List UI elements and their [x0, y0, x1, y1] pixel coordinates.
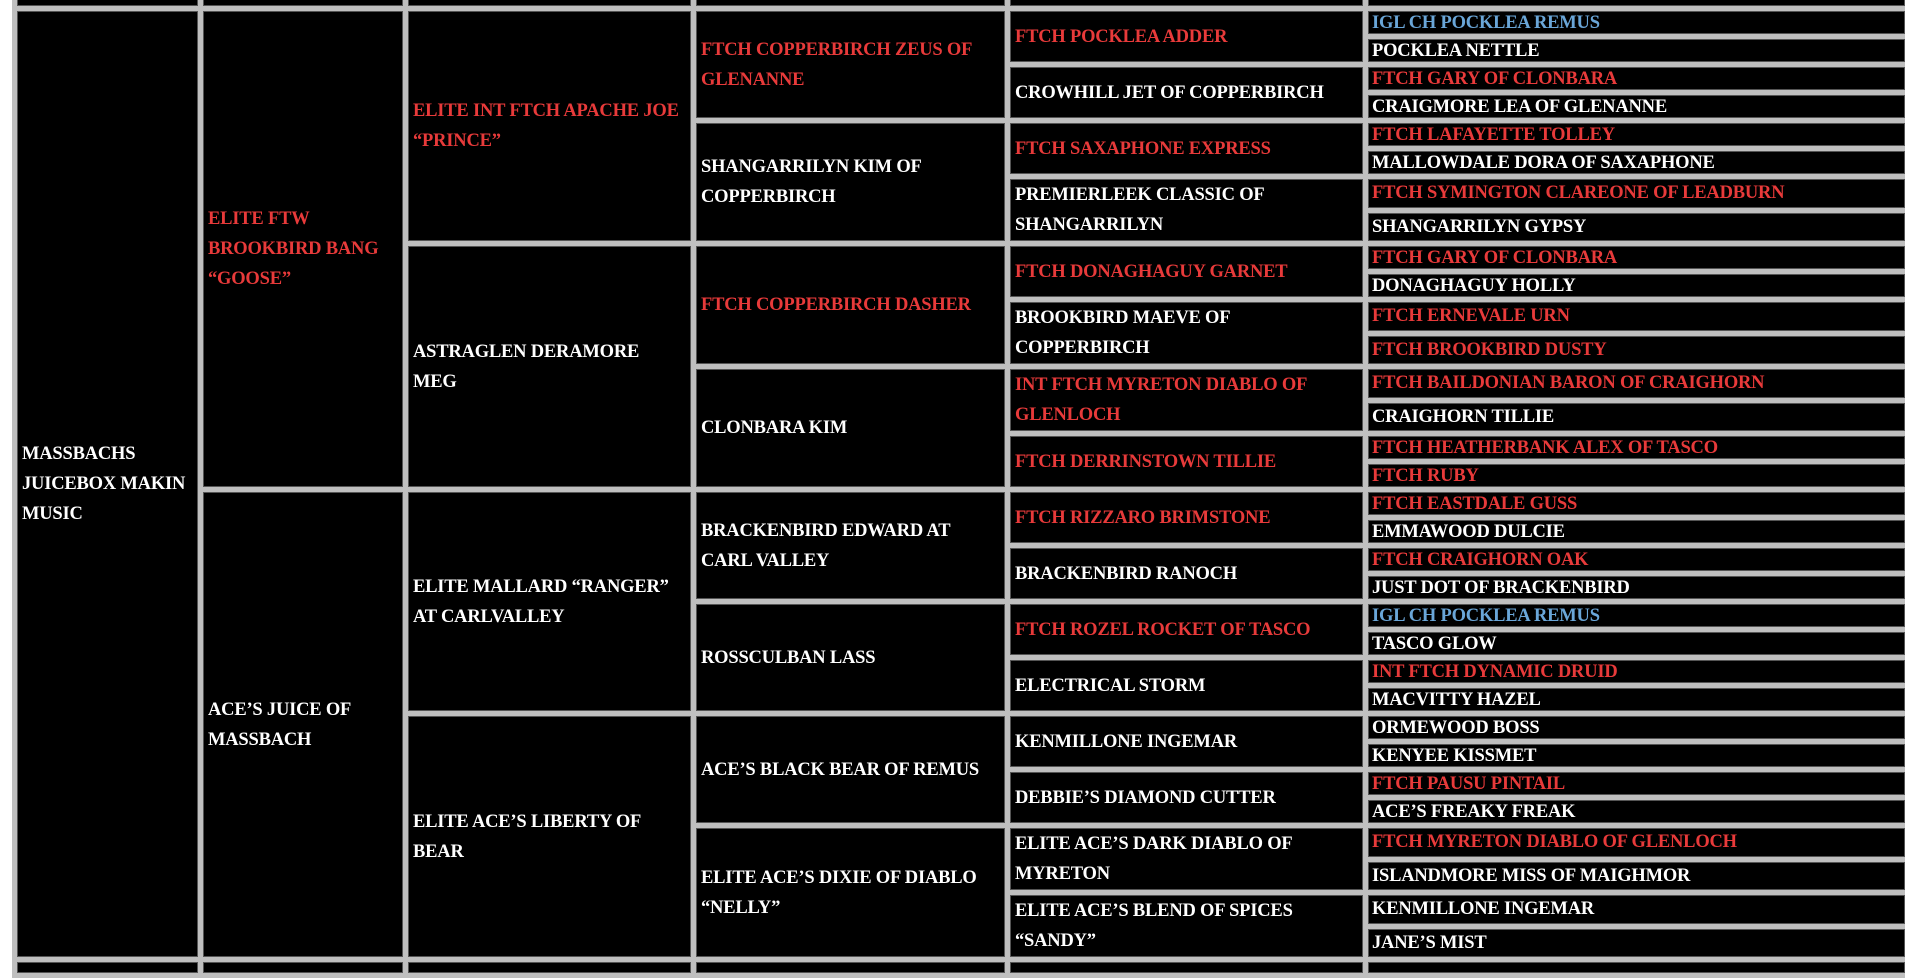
pedigree-row [17, 11, 1905, 34]
gen6-ancestor-name: IGL CH POCKLEA REMUS [1368, 604, 1905, 627]
gen2-ancestor-name: ELITE FTW BROOKBIRD BANG “GOOSE” [203, 11, 403, 487]
gen6-ancestor-name: FTCH MYRETON DIABLO OF GLENLOCH [1368, 828, 1905, 857]
gen6-ancestor-name: FTCH SYMINGTON CLAREONE OF LEADBURN [1368, 179, 1905, 208]
pedigree-table-container [12, 0, 1905, 978]
gen4-ancestor-name: ELITE ACE’S DIXIE OF DIABLO “NELLY” [696, 828, 1005, 957]
gen4-ancestor-name: SHANGARRILYN KIM OF COPPERBIRCH [696, 123, 1005, 241]
gen5-ancestor-name: PREMIERLEEK CLASSIC OF SHANGARRILYN [1010, 179, 1363, 241]
gen5-ancestor-name: ELECTRICAL STORM [1010, 660, 1363, 711]
gen6-ancestor-name: FTCH BROOKBIRD DUSTY [1368, 336, 1905, 365]
empty-cell [696, 962, 1005, 973]
partial-row-top [17, 0, 1905, 6]
gen5-ancestor-name: CROWHILL JET OF COPPERBIRCH [1010, 67, 1363, 118]
empty-cell [408, 0, 691, 6]
gen5-ancestor-name: FTCH DONAGHAGUY GARNET [1010, 246, 1363, 297]
subject-dog-name: MASSBACHS JUICEBOX MAKIN MUSIC [17, 11, 198, 957]
empty-cell [408, 962, 691, 973]
empty-cell [17, 0, 198, 6]
gen5-ancestor-name: INT FTCH MYRETON DIABLO OF GLENLOCH [1010, 369, 1363, 431]
gen5-ancestor-name: FTCH DERRINSTOWN TILLIE [1010, 436, 1363, 487]
gen6-ancestor-name: CRAIGMORE LEA OF GLENANNE [1368, 95, 1905, 118]
gen6-ancestor-name: FTCH CRAIGHORN OAK [1368, 548, 1905, 571]
gen5-ancestor-name: FTCH SAXAPHONE EXPRESS [1010, 123, 1363, 174]
gen3-ancestor-name: ELITE MALLARD “RANGER” AT CARLVALLEY [408, 492, 691, 711]
empty-cell [203, 0, 403, 6]
gen4-ancestor-name: BRACKENBIRD EDWARD AT CARL VALLEY [696, 492, 1005, 599]
empty-cell [1010, 962, 1363, 973]
gen6-ancestor-name: FTCH GARY OF CLONBARA [1368, 246, 1905, 269]
gen6-ancestor-name: JUST DOT OF BRACKENBIRD [1368, 576, 1905, 599]
empty-cell [1010, 0, 1363, 6]
gen6-ancestor-name: IGL CH POCKLEA REMUS [1368, 11, 1905, 34]
gen6-ancestor-name: MALLOWDALE DORA OF SAXAPHONE [1368, 151, 1905, 174]
gen5-ancestor-name: BROOKBIRD MAEVE OF COPPERBIRCH [1010, 302, 1363, 364]
gen5-ancestor-name: FTCH RIZZARO BRIMSTONE [1010, 492, 1363, 543]
gen3-ancestor-name: ELITE INT FTCH APACHE JOE “PRINCE” [408, 11, 691, 241]
gen6-ancestor-name: FTCH RUBY [1368, 464, 1905, 487]
empty-cell [1368, 0, 1905, 6]
empty-cell [696, 0, 1005, 6]
gen5-ancestor-name: DEBBIE’S DIAMOND CUTTER [1010, 772, 1363, 823]
gen6-ancestor-name: MACVITTY HAZEL [1368, 688, 1905, 711]
gen5-ancestor-name: FTCH POCKLEA ADDER [1010, 11, 1363, 62]
gen6-ancestor-name: FTCH GARY OF CLONBARA [1368, 67, 1905, 90]
gen4-ancestor-name: ROSSCULBAN LASS [696, 604, 1005, 711]
gen6-ancestor-name: FTCH BAILDONIAN BARON OF CRAIGHORN [1368, 369, 1905, 398]
gen5-ancestor-name: BRACKENBIRD RANOCH [1010, 548, 1363, 599]
gen6-ancestor-name: FTCH HEATHERBANK ALEX OF TASCO [1368, 436, 1905, 459]
gen4-ancestor-name: ACE’S BLACK BEAR OF REMUS [696, 716, 1005, 823]
gen6-ancestor-name: KENMILLONE INGEMAR [1368, 895, 1905, 924]
gen6-ancestor-name: INT FTCH DYNAMIC DRUID [1368, 660, 1905, 683]
partial-row-bottom [17, 962, 1905, 973]
gen6-ancestor-name: JANE’S MIST [1368, 929, 1905, 958]
empty-cell [1368, 962, 1905, 973]
gen4-ancestor-name: FTCH COPPERBIRCH ZEUS OF GLENANNE [696, 11, 1005, 118]
gen3-ancestor-name: ASTRAGLEN DERAMORE MEG [408, 246, 691, 487]
gen3-ancestor-name: ELITE ACE’S LIBERTY OF BEAR [408, 716, 691, 957]
gen6-ancestor-name: FTCH EASTDALE GUSS [1368, 492, 1905, 515]
gen6-ancestor-name: ISLANDMORE MISS OF MAIGHMOR [1368, 862, 1905, 891]
gen5-ancestor-name: ELITE ACE’S BLEND OF SPICES “SANDY” [1010, 895, 1363, 957]
gen5-ancestor-name: FTCH ROZEL ROCKET OF TASCO [1010, 604, 1363, 655]
gen2-ancestor-name: ACE’S JUICE OF MASSBACH [203, 492, 403, 957]
gen6-ancestor-name: DONAGHAGUY HOLLY [1368, 274, 1905, 297]
gen6-ancestor-name: ACE’S FREAKY FREAK [1368, 800, 1905, 823]
gen6-ancestor-name: SHANGARRILYN GYPSY [1368, 213, 1905, 242]
gen6-ancestor-name: CRAIGHORN TILLIE [1368, 403, 1905, 432]
empty-cell [203, 962, 403, 973]
gen6-ancestor-name: KENYEE KISSMET [1368, 744, 1905, 767]
gen6-ancestor-name: FTCH PAUSU PINTAIL [1368, 772, 1905, 795]
gen6-ancestor-name: FTCH LAFAYETTE TOLLEY [1368, 123, 1905, 146]
gen6-ancestor-name: ORMEWOOD BOSS [1368, 716, 1905, 739]
gen6-ancestor-name: FTCH ERNEVALE URN [1368, 302, 1905, 331]
gen5-ancestor-name: KENMILLONE INGEMAR [1010, 716, 1363, 767]
gen5-ancestor-name: ELITE ACE’S DARK DIABLO OF MYRETON [1010, 828, 1363, 890]
gen6-ancestor-name: TASCO GLOW [1368, 632, 1905, 655]
gen4-ancestor-name: CLONBARA KIM [696, 369, 1005, 487]
gen4-ancestor-name: FTCH COPPERBIRCH DASHER [696, 246, 1005, 364]
gen6-ancestor-name: POCKLEA NETTLE [1368, 39, 1905, 62]
pedigree-table [12, 0, 1910, 978]
gen6-ancestor-name: EMMAWOOD DULCIE [1368, 520, 1905, 543]
pedigree-row [17, 492, 1905, 515]
empty-cell [17, 962, 198, 973]
